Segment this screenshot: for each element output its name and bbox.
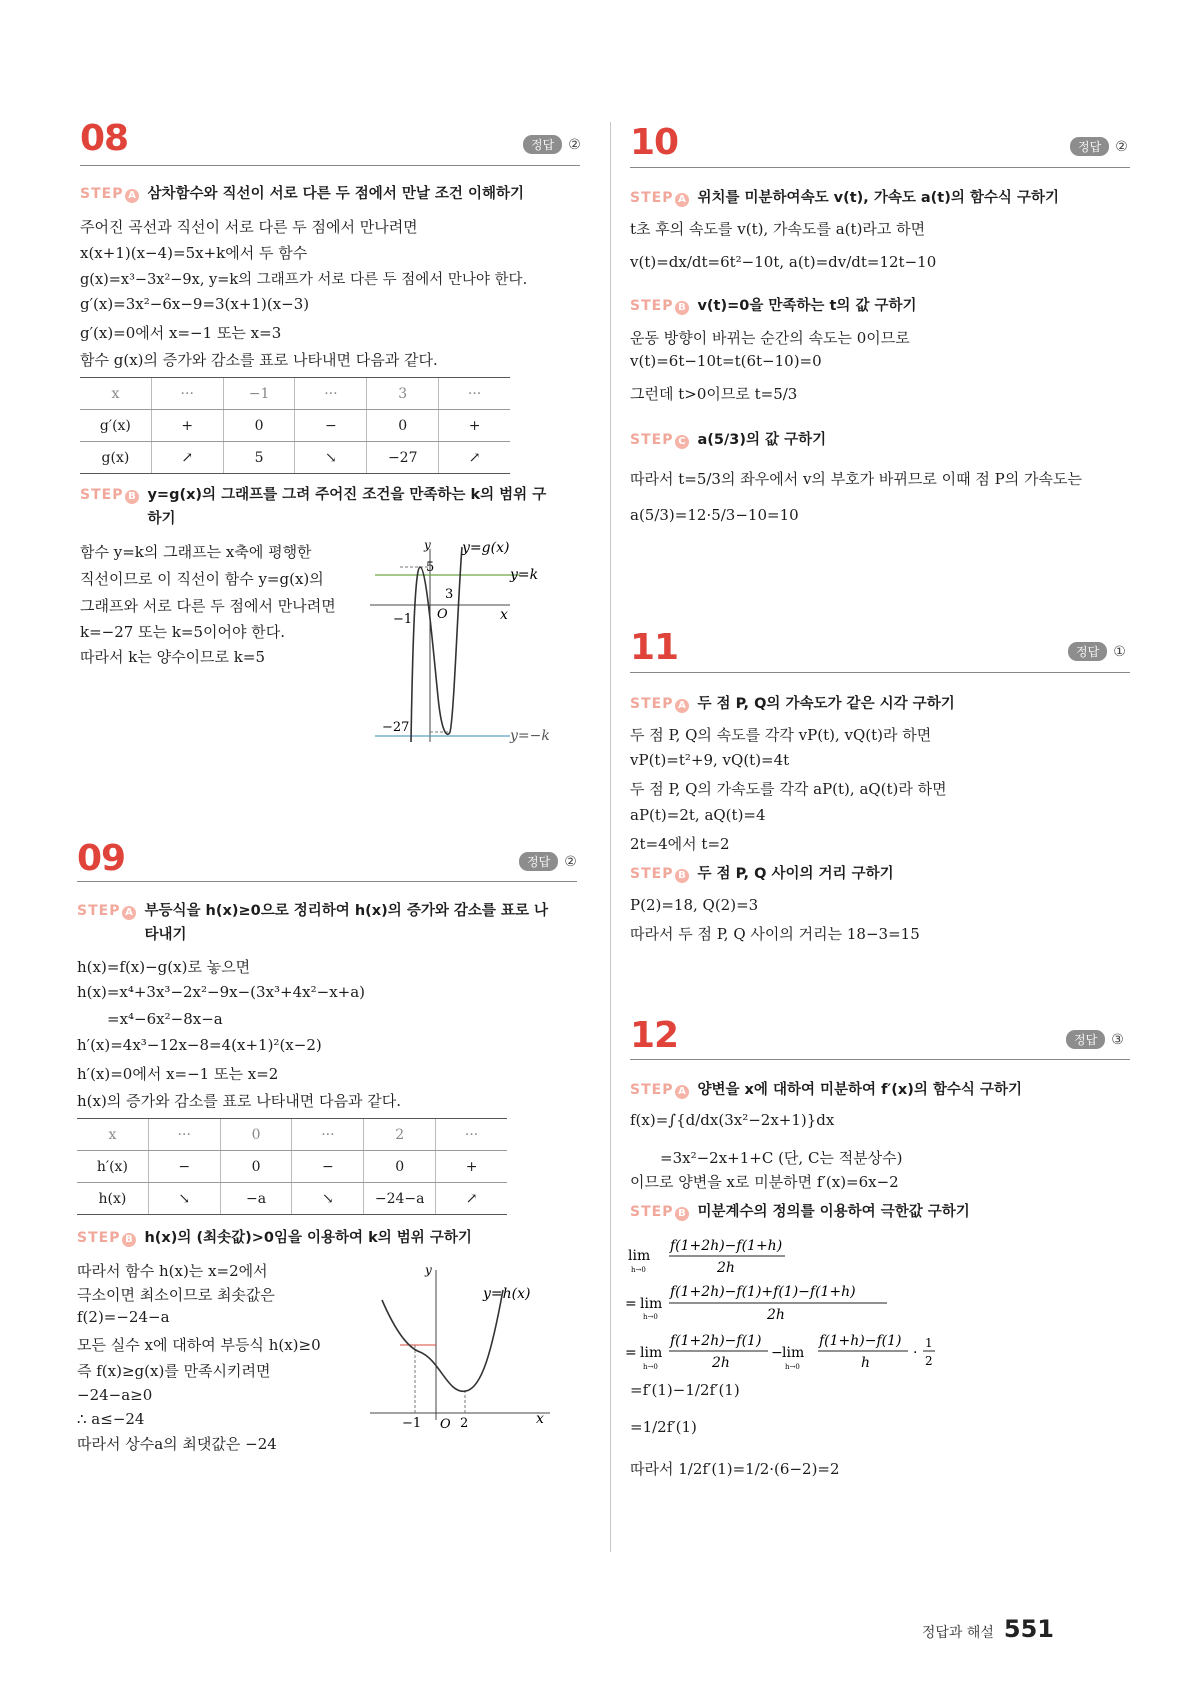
table-cell: 0 (223, 410, 295, 442)
step-heading (630, 190, 1059, 210)
table-cell: ··· (436, 1119, 507, 1151)
text-line: v(t)=6t−10t=t(6t−10)=0 (630, 352, 822, 370)
y-axis-label: y (425, 1263, 432, 1277)
answer-value: ② (1115, 138, 1128, 155)
step-label: STEP B (630, 1204, 689, 1221)
text-line: 함수 y=k의 그래프는 x축에 평행한 (80, 543, 312, 561)
text-line: 직선이므로 이 직선이 함수 y=g(x)의 (80, 570, 324, 588)
answer-value: ① (1113, 643, 1126, 660)
step-title: 위치를 미분하여속도 v(t), 가속도 a(t)의 함수식 구하기 (697, 190, 1060, 206)
table-cell: ↘ (148, 1183, 220, 1215)
lim-sub: h→0 (785, 1363, 800, 1371)
x-axis-label: x (536, 1411, 544, 1427)
step-heading (630, 696, 955, 716)
numerator: f(1+2h)−f(1)+f(1)−f(1+h) (670, 1284, 856, 1300)
text-line: 즉 f(x)≥g(x)를 만족시키려면 (77, 1362, 271, 1380)
table-cell: 5 (223, 442, 295, 474)
table-cell: + (439, 410, 510, 442)
table-cell: ↗ (439, 442, 510, 474)
text-line: x(x+1)(x−4)=5x+k에서 두 함수 (80, 244, 308, 262)
text-line: vP(t)=t²+9, vQ(t)=4t (630, 751, 790, 769)
text-line: 두 점 P, Q의 가속도를 각각 aP(t), aQ(t)라 하면 (630, 780, 947, 798)
text-line: f(2)=−24−a (77, 1308, 170, 1326)
step-label: STEP A (80, 186, 139, 203)
lim-sub: h→0 (631, 1266, 646, 1274)
table-cell: g′(x) (80, 410, 151, 442)
text-line: 따라서 두 점 P, Q 사이의 거리는 18−3=15 (630, 925, 920, 943)
origin-label: O (437, 607, 448, 622)
table-cell: 0 (220, 1119, 292, 1151)
table-cell: 0 (220, 1151, 292, 1183)
step-label: STEP B (630, 866, 689, 883)
table-cell: ↗ (151, 442, 223, 474)
table-cell: −1 (223, 378, 295, 410)
curve-g (411, 547, 462, 742)
tick-label: −1 (393, 612, 413, 627)
step-heading (80, 186, 524, 206)
limit-derivation (625, 1232, 955, 1392)
step-heading (630, 1204, 970, 1224)
divider (77, 881, 577, 882)
answer-value: ② (564, 853, 577, 870)
text-line: 이므로 양변을 x로 미분하면 f′(x)=6x−2 (630, 1173, 899, 1191)
equals: = (625, 1296, 637, 1312)
step-heading (77, 903, 562, 947)
lim-symbol: lim (640, 1345, 663, 1361)
curve-h (382, 1290, 503, 1391)
text-line: 그래프와 서로 다른 두 점에서 만나려면 (80, 597, 336, 615)
answer-badge-12 (1066, 1030, 1124, 1049)
dot: · (913, 1345, 918, 1361)
table-cell: −24−a (364, 1183, 436, 1215)
step-title: 미분계수의 정의를 이용하여 극한값 구하기 (697, 1204, 970, 1220)
answer-label: 정답 (1068, 642, 1107, 661)
lim-symbol: lim (782, 1345, 805, 1361)
problem-number-12: 12 (630, 1015, 679, 1056)
answer-badge-10 (1070, 137, 1128, 156)
step-title: y=g(x)의 그래프를 그려 주어진 조건을 만족하는 k의 범위 구하기 (147, 487, 547, 527)
text-line: t초 후의 속도를 v(t), 가속도를 a(t)라고 하면 (630, 220, 926, 238)
page-footer (922, 1615, 1054, 1643)
numerator: f(1+2h)−f(1+h) (670, 1238, 783, 1254)
table-cell: − (295, 410, 367, 442)
step-title: h(x)의 (최솟값)>0임을 이용하여 k의 범위 구하기 (144, 1230, 472, 1246)
graph-g (370, 537, 570, 747)
table-cell: x (80, 378, 151, 410)
answer-value: ② (568, 136, 581, 153)
lim-sub: h→0 (643, 1363, 658, 1371)
step-title: 두 점 P, Q의 가속도가 같은 시각 구하기 (697, 696, 955, 712)
text-line: aP(t)=2t, aQ(t)=4 (630, 806, 766, 824)
table-cell: − (148, 1151, 220, 1183)
step-heading (630, 866, 894, 886)
table-cell: − (292, 1151, 364, 1183)
table-cell: −a (220, 1183, 292, 1215)
text-line: 주어진 곡선과 직선이 서로 다른 두 점에서 만나려면 (80, 218, 418, 236)
problem-number-08: 08 (80, 118, 129, 159)
step-title: 부등식을 h(x)≥0으로 정리하여 h(x)의 증가와 감소를 표로 나타내기 (144, 903, 549, 943)
equals: = (625, 1345, 637, 1361)
y-axis-label: y (424, 538, 431, 552)
numerator: f(1+h)−f(1) (819, 1333, 902, 1349)
text-line: 극소이면 최소이므로 최솟값은 (77, 1286, 275, 1304)
step-title: a(5/3)의 값 구하기 (697, 432, 827, 448)
table-cell: 0 (367, 410, 439, 442)
text-line: v(t)=dx/dt=6t²−10t, a(t)=dv/dt=12t−10 (630, 253, 937, 271)
step-title: 양변을 x에 대하여 미분하여 f′(x)의 함수식 구하기 (697, 1082, 1022, 1098)
denominator: 2 (925, 1354, 933, 1368)
table-cell: h(x) (77, 1183, 148, 1215)
text-line: 따라서 1/2f′(1)=1/2·(6−2)=2 (630, 1460, 840, 1478)
table-cell: x (77, 1119, 148, 1151)
curve-label: y=h(x) (483, 1286, 531, 1302)
table-cell: h′(x) (77, 1151, 148, 1183)
text-line: k=−27 또는 k=5이어야 한다. (80, 623, 286, 641)
text-line: =f′(1)−1/2f′(1) (630, 1381, 740, 1399)
text-line: =3x²−2x+1+C (단, C는 적분상수) (660, 1149, 903, 1167)
answer-label: 정답 (523, 135, 562, 154)
table-cell: ··· (151, 378, 223, 410)
table-cell: ··· (295, 378, 367, 410)
table-cell: + (436, 1151, 507, 1183)
tick-label: 5 (426, 560, 435, 575)
step-title: 삼차함수와 직선이 서로 다른 두 점에서 만날 조건 이해하기 (147, 186, 525, 202)
text-line: 운동 방향이 바뀌는 순간의 속도는 0이므로 (630, 329, 910, 347)
text-line: g(x)=x³−3x²−9x, y=k의 그래프가 서로 다른 두 점에서 만나야 한다. (80, 272, 528, 288)
problem-number-11: 11 (630, 627, 679, 668)
step-title: v(t)=0을 만족하는 t의 값 구하기 (697, 298, 917, 314)
answer-value: ③ (1111, 1031, 1124, 1048)
text-line: f(x)=∫{d/dx(3x²−2x+1)}dx (630, 1111, 835, 1129)
line-label: y=−k (510, 728, 550, 744)
graph-h (370, 1260, 570, 1430)
step-heading (77, 1230, 472, 1250)
table-cell: ↘ (295, 442, 367, 474)
text-line: 따라서 k는 양수이므로 k=5 (80, 648, 266, 666)
step-label: STEP C (630, 432, 689, 449)
table-cell: 0 (364, 1151, 436, 1183)
problem-number-09: 09 (77, 838, 126, 879)
denominator: h (861, 1355, 871, 1371)
text-line: −24−a≥0 (77, 1386, 153, 1404)
text-line: =x⁴−6x²−8x−a (107, 1010, 223, 1028)
answer-badge-08 (523, 135, 581, 154)
text-line: g′(x)=3x²−6x−9=3(x+1)(x−3) (80, 295, 310, 313)
divider (630, 1059, 1130, 1060)
table-cell: ··· (148, 1119, 220, 1151)
table-cell: ↘ (292, 1183, 364, 1215)
step-label: STEP A (630, 1082, 689, 1099)
lim-symbol: lim (628, 1248, 651, 1264)
answer-badge-11 (1068, 642, 1126, 661)
denominator: 2h (712, 1355, 730, 1371)
divider (630, 167, 1130, 168)
text-line: 따라서 함수 h(x)는 x=2에서 (77, 1262, 268, 1280)
table-cell: 3 (367, 378, 439, 410)
x-axis-label: x (500, 607, 508, 623)
text-line: 따라서 t=5/3의 좌우에서 v의 부호가 바뀌므로 이때 점 P의 가속도는 (630, 470, 1082, 488)
step-label: STEP B (80, 487, 139, 504)
step-heading (630, 298, 917, 318)
text-line: a(5/3)=12·5/3−10=10 (630, 506, 799, 524)
text-line: h(x)의 증가와 감소를 표로 나타내면 다음과 같다. (77, 1092, 402, 1110)
numerator: 1 (925, 1336, 933, 1350)
step-label: STEP B (630, 298, 689, 315)
divider (630, 672, 1130, 673)
step-title: 두 점 P, Q 사이의 거리 구하기 (697, 866, 894, 882)
text-line: 2t=4에서 t=2 (630, 835, 730, 853)
minus: − (771, 1345, 783, 1361)
step-label: STEP A (630, 190, 689, 207)
text-line: 함수 g(x)의 증가와 감소를 표로 나타내면 다음과 같다. (80, 351, 438, 369)
tick-label: −1 (402, 1416, 422, 1430)
denominator: 2h (717, 1260, 735, 1276)
step-label: STEP A (630, 696, 689, 713)
numerator: f(1+2h)−f(1) (670, 1333, 762, 1349)
text-line: 두 점 P, Q의 속도를 각각 vP(t), vQ(t)라 하면 (630, 726, 932, 744)
footer-label: 정답과 해설 (921, 1625, 994, 1641)
text-line: 그런데 t>0이므로 t=5/3 (630, 385, 798, 403)
text-line: h′(x)=0에서 x=−1 또는 x=2 (77, 1065, 279, 1083)
step-label: STEP B (77, 1230, 136, 1247)
table-cell: ··· (439, 378, 510, 410)
table-cell: + (151, 410, 223, 442)
problem-number-10: 10 (630, 122, 679, 163)
table-cell: ↗ (436, 1183, 507, 1215)
curve-label: y=g(x) (462, 540, 510, 556)
step-heading (630, 432, 826, 452)
text-line: h(x)=x⁴+3x³−2x²−9x−(3x³+4x²−x+a) (77, 983, 366, 1001)
text-line: 따라서 상수a의 최댓값은 −24 (77, 1435, 277, 1453)
table-cell: −27 (367, 442, 439, 474)
step-heading (80, 487, 560, 531)
sign-table-08 (80, 377, 510, 474)
text-line: h′(x)=4x³−12x−8=4(x+1)²(x−2) (77, 1036, 322, 1054)
tick-label: −27 (382, 720, 410, 735)
lim-symbol: lim (640, 1296, 663, 1312)
table-cell: ··· (292, 1119, 364, 1151)
page-number: 551 (1003, 1615, 1054, 1643)
step-heading (630, 1082, 1022, 1102)
sign-table-09 (77, 1118, 507, 1215)
text-line: P(2)=18, Q(2)=3 (630, 896, 759, 914)
origin-label: O (440, 1417, 451, 1430)
tick-label: 2 (460, 1416, 469, 1430)
text-line: ∴ a≤−24 (77, 1410, 145, 1428)
denominator: 2h (767, 1307, 785, 1323)
tick-label: 3 (445, 587, 454, 602)
step-label: STEP A (77, 903, 136, 920)
text-line: =1/2f′(1) (630, 1418, 697, 1436)
lim-sub: h→0 (643, 1313, 658, 1321)
column-divider (610, 122, 611, 1552)
text-line: h(x)=f(x)−g(x)로 놓으면 (77, 958, 251, 976)
answer-badge-09 (519, 852, 577, 871)
text-line: g′(x)=0에서 x=−1 또는 x=3 (80, 324, 282, 342)
table-cell: g(x) (80, 442, 151, 474)
text-line: 모든 실수 x에 대하여 부등식 h(x)≥0 (77, 1336, 321, 1354)
line-label: y=k (510, 567, 539, 583)
table-cell: 2 (364, 1119, 436, 1151)
answer-label: 정답 (1066, 1030, 1105, 1049)
answer-label: 정답 (1070, 137, 1109, 156)
answer-label: 정답 (519, 852, 558, 871)
divider (80, 165, 580, 166)
